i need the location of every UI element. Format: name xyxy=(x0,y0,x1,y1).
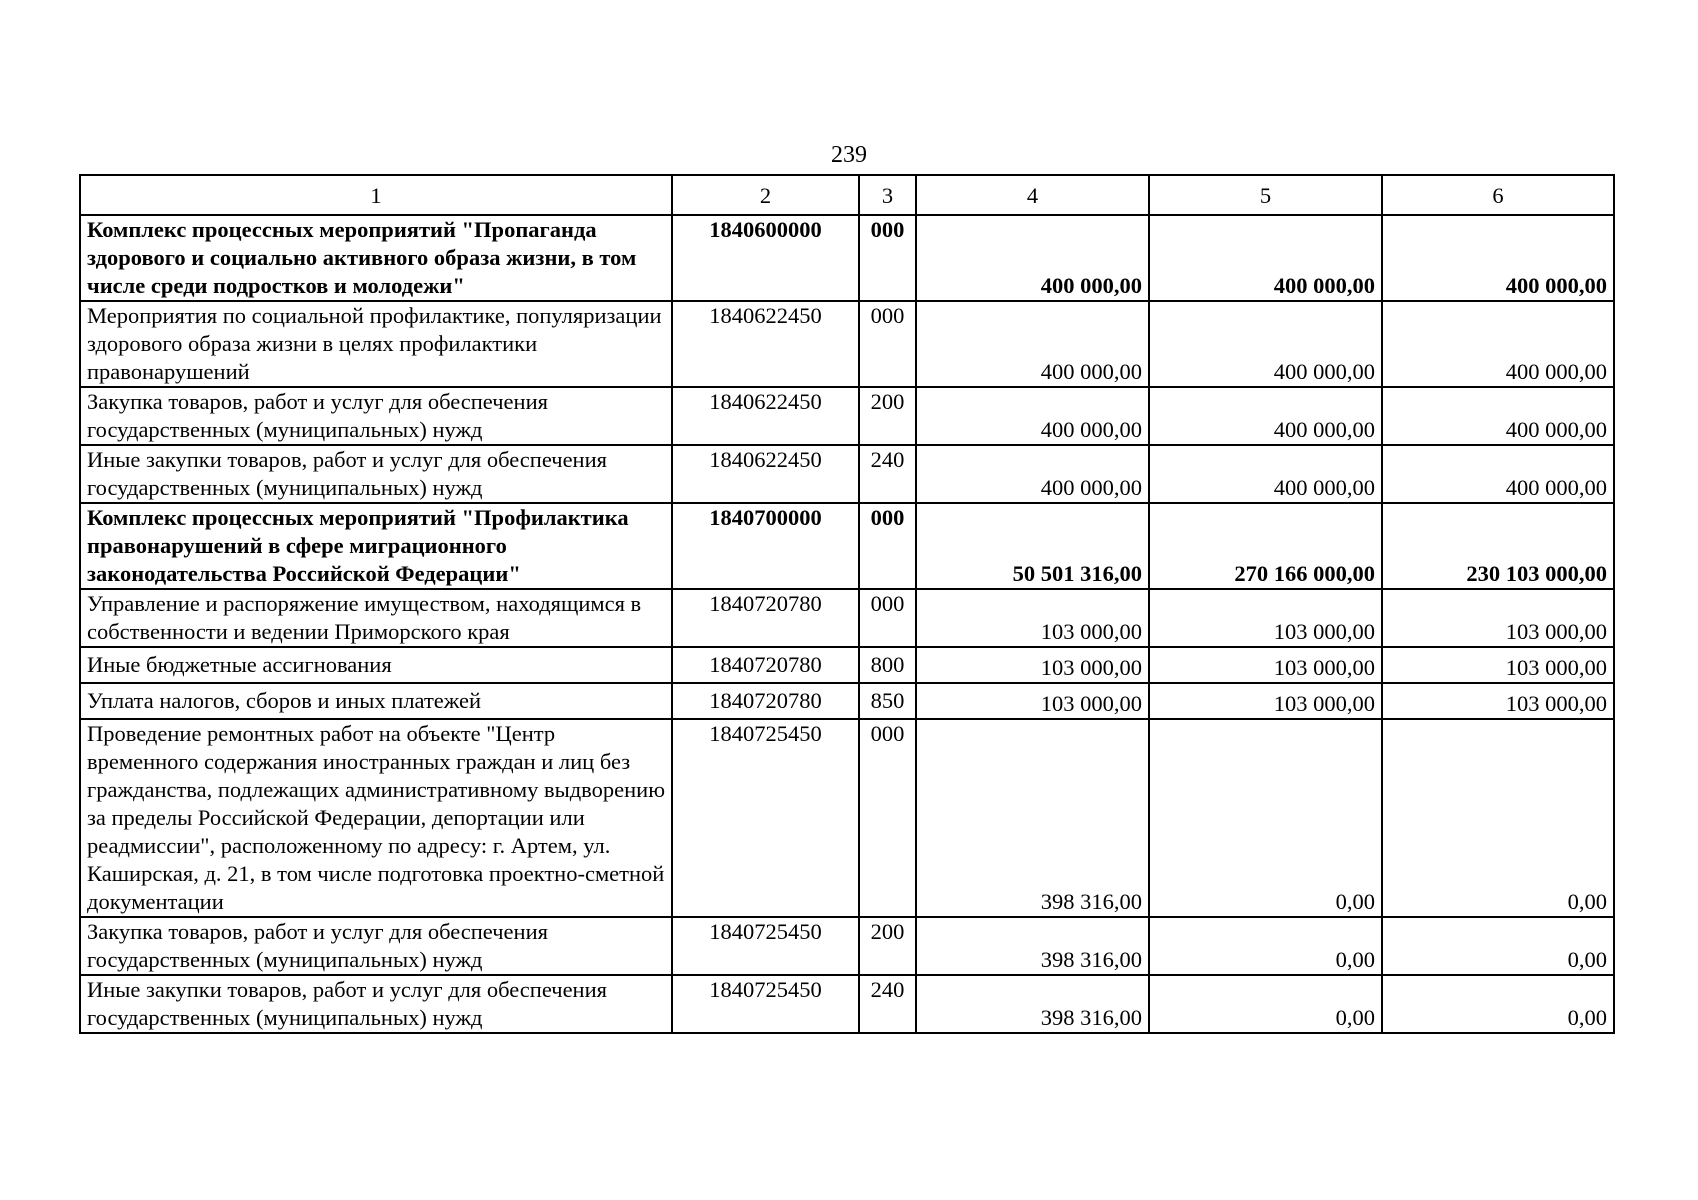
row-amount-5: 400 000,00 xyxy=(1149,301,1382,387)
row-amount-4: 398 316,00 xyxy=(916,917,1149,975)
row-amount-6: 103 000,00 xyxy=(1382,683,1614,719)
row-code: 1840600000 xyxy=(672,215,859,301)
row-amount-4: 50 501 316,00 xyxy=(916,503,1149,589)
table-row xyxy=(80,445,1614,503)
row-amount-5: 400 000,00 xyxy=(1149,215,1382,301)
row-type: 240 xyxy=(859,445,916,503)
row-amount-6: 0,00 xyxy=(1382,917,1614,975)
table-header-row xyxy=(80,175,1614,215)
budget-table xyxy=(79,174,1615,1034)
row-name: Управление и распоряжение имуществом, находящимся в собственности и ведении Приморского края xyxy=(80,589,672,647)
table-row xyxy=(80,975,1614,1033)
table-row xyxy=(80,301,1614,387)
row-name: Иные бюджетные ассигнования xyxy=(80,647,672,683)
column-header: 5 xyxy=(1149,175,1382,215)
row-type: 800 xyxy=(859,647,916,683)
row-amount-6: 400 000,00 xyxy=(1382,387,1614,445)
row-name: Уплата налогов, сборов и иных платежей xyxy=(80,683,672,719)
column-header: 4 xyxy=(916,175,1149,215)
row-amount-6: 103 000,00 xyxy=(1382,589,1614,647)
row-type: 000 xyxy=(859,301,916,387)
row-name: Иные закупки товаров, работ и услуг для обеспечения государственных (муниципальных) нужд xyxy=(80,445,672,503)
row-amount-6: 103 000,00 xyxy=(1382,647,1614,683)
column-header: 3 xyxy=(859,175,916,215)
row-type: 850 xyxy=(859,683,916,719)
row-amount-5: 0,00 xyxy=(1149,719,1382,917)
row-code: 1840700000 xyxy=(672,503,859,589)
table-row xyxy=(80,503,1614,589)
row-amount-6: 400 000,00 xyxy=(1382,445,1614,503)
row-amount-6: 0,00 xyxy=(1382,975,1614,1033)
row-amount-6: 400 000,00 xyxy=(1382,301,1614,387)
row-type: 200 xyxy=(859,387,916,445)
row-amount-4: 400 000,00 xyxy=(916,301,1149,387)
row-amount-6: 230 103 000,00 xyxy=(1382,503,1614,589)
row-name: Комплекс процессных мероприятий "Пропаганда здорового и социально активного образа жизни, в том числе среди подростков и молодежи" xyxy=(80,215,672,301)
row-amount-4: 398 316,00 xyxy=(916,719,1149,917)
row-name: Закупка товаров, работ и услуг для обеспечения государственных (муниципальных) нужд xyxy=(80,387,672,445)
row-amount-4: 400 000,00 xyxy=(916,215,1149,301)
column-header: 1 xyxy=(80,175,672,215)
row-name: Мероприятия по социальной профилактике, популяризации здорового образа жизни в целях профилактики правонарушений xyxy=(80,301,672,387)
row-amount-5: 400 000,00 xyxy=(1149,387,1382,445)
row-amount-4: 103 000,00 xyxy=(916,647,1149,683)
column-header: 2 xyxy=(672,175,859,215)
row-type: 200 xyxy=(859,917,916,975)
row-name: Комплекс процессных мероприятий "Профилактика правонарушений в сфере миграционного законодательства Российской Федерации" xyxy=(80,503,672,589)
row-code: 1840725450 xyxy=(672,975,859,1033)
table-row xyxy=(80,647,1614,683)
row-name: Иные закупки товаров, работ и услуг для обеспечения государственных (муниципальных) нужд xyxy=(80,975,672,1033)
row-type: 000 xyxy=(859,719,916,917)
row-amount-6: 400 000,00 xyxy=(1382,215,1614,301)
row-name: Проведение ремонтных работ на объекте "Центр временного содержания иностранных граждан и лиц без гражданства, подлежащих административному выдворению за пределы Российской Федерации, депортации или реадмиссии", расположенному по адресу: г. Артем, ул. Каширская, д. 21, в том числе подготовка проектно-сметной документации xyxy=(80,719,672,917)
row-code: 1840720780 xyxy=(672,683,859,719)
table-row xyxy=(80,917,1614,975)
row-amount-4: 103 000,00 xyxy=(916,589,1149,647)
column-header: 6 xyxy=(1382,175,1614,215)
row-amount-5: 0,00 xyxy=(1149,975,1382,1033)
table-row xyxy=(80,719,1614,917)
page-number: 239 xyxy=(831,142,867,168)
row-amount-5: 103 000,00 xyxy=(1149,647,1382,683)
row-name: Закупка товаров, работ и услуг для обеспечения государственных (муниципальных) нужд xyxy=(80,917,672,975)
row-amount-4: 103 000,00 xyxy=(916,683,1149,719)
row-amount-5: 103 000,00 xyxy=(1149,683,1382,719)
row-amount-5: 400 000,00 xyxy=(1149,445,1382,503)
row-type: 240 xyxy=(859,975,916,1033)
row-code: 1840725450 xyxy=(672,719,859,917)
row-amount-5: 0,00 xyxy=(1149,917,1382,975)
row-amount-4: 400 000,00 xyxy=(916,445,1149,503)
row-code: 1840622450 xyxy=(672,387,859,445)
row-type: 000 xyxy=(859,503,916,589)
row-code: 1840622450 xyxy=(672,445,859,503)
row-code: 1840720780 xyxy=(672,589,859,647)
table-row xyxy=(80,215,1614,301)
row-type: 000 xyxy=(859,215,916,301)
table-row xyxy=(80,683,1614,719)
row-amount-5: 270 166 000,00 xyxy=(1149,503,1382,589)
row-amount-4: 398 316,00 xyxy=(916,975,1149,1033)
row-code: 1840622450 xyxy=(672,301,859,387)
row-amount-4: 400 000,00 xyxy=(916,387,1149,445)
row-amount-6: 0,00 xyxy=(1382,719,1614,917)
table-row xyxy=(80,387,1614,445)
row-type: 000 xyxy=(859,589,916,647)
row-amount-5: 103 000,00 xyxy=(1149,589,1382,647)
row-code: 1840720780 xyxy=(672,647,859,683)
table-row xyxy=(80,589,1614,647)
row-code: 1840725450 xyxy=(672,917,859,975)
